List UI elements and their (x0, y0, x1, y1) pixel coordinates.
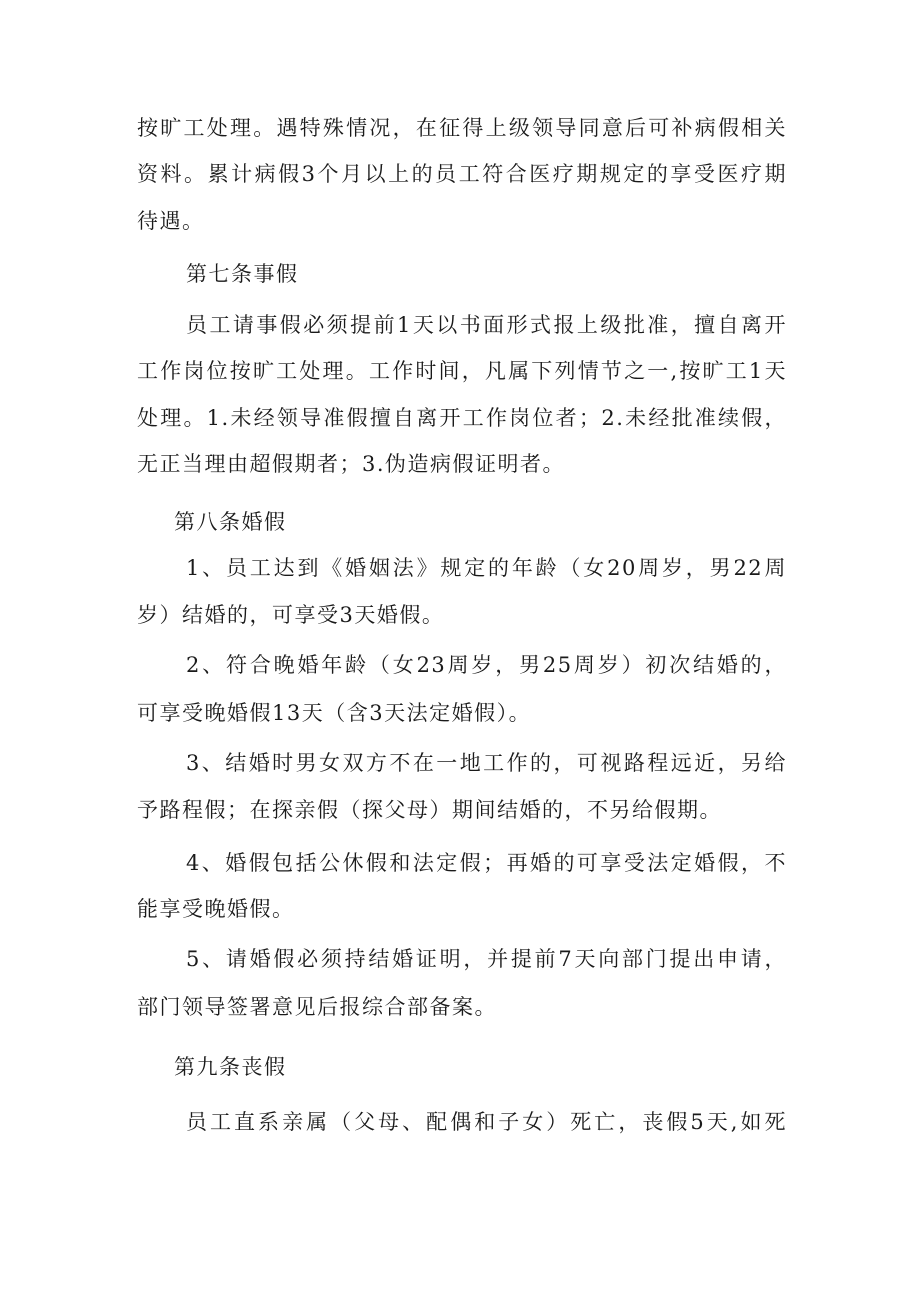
paragraph-line: 处理。1.未经领导准假擅自离开工作岗位者；2.未经批准续假， (137, 406, 787, 430)
paragraph-line: 无正当理由超假期者；3.伪造病假证明者。 (137, 452, 566, 476)
paragraph-line: 予路程假；在探亲假（探父母）期间结婚的，不另给假期。 (137, 798, 722, 822)
paragraph-line: 4、婚假包括公休假和法定假；再婚的可享受法定婚假，不 (186, 851, 787, 875)
paragraph-line: 2、符合晚婚年龄（女23周岁，男25周岁）初次结婚的， (186, 653, 787, 677)
paragraph-line: 员工直系亲属（父母、配偶和子女）死亡，丧假5天,如死 (186, 1110, 787, 1134)
paragraph-line: 员工请事假必须提前1天以书面形式报上级批准，擅自离开 (186, 313, 787, 337)
paragraph-line: 待遇。 (137, 209, 205, 233)
paragraph-line: 部门领导签署意见后报综合部备案。 (137, 995, 497, 1019)
section-heading-article-7: 第七条事假 (186, 262, 299, 286)
paragraph-line: 按旷工处理。遇特殊情况，在征得上级领导同意后可补病假相关 (137, 116, 787, 140)
paragraph-line: 1、员工达到《婚姻法》规定的年龄（女20周岁，男22周 (186, 556, 787, 580)
paragraph-line: 3、结婚时男女双方不在一地工作的，可视路程远近，另给 (186, 751, 787, 775)
section-heading-article-8: 第八条婚假 (174, 510, 287, 534)
paragraph-line: 5、请婚假必须持结婚证明，并提前7天向部门提出申请， (186, 947, 787, 971)
paragraph-line: 可享受晚婚假13天（含3天法定婚假）。 (137, 701, 532, 725)
paragraph-line: 能享受晚婚假。 (137, 897, 295, 921)
paragraph-line: 工作岗位按旷工处理。工作时间，凡属下列情节之一,按旷工1天 (137, 359, 787, 383)
section-heading-article-9: 第九条丧假 (174, 1055, 287, 1079)
paragraph-line: 资料。累计病假3个月以上的员工符合医疗期规定的享受医疗期 (137, 162, 787, 186)
paragraph-line: 岁）结婚的，可享受3天婚假。 (137, 603, 445, 627)
